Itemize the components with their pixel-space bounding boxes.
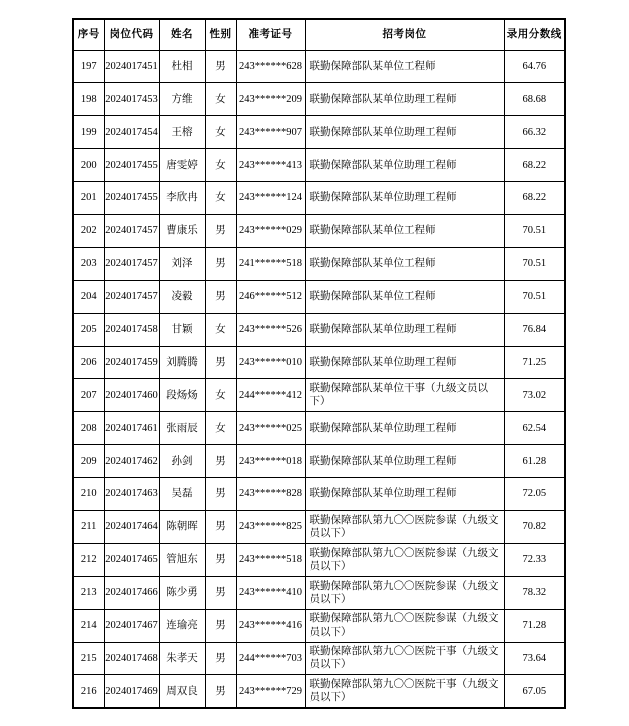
cell-ticket: 244******703 — [236, 642, 305, 675]
cell-score: 73.02 — [504, 379, 565, 412]
table-row — [73, 412, 565, 445]
cell-index: 202 — [73, 214, 104, 247]
table-row — [73, 346, 565, 379]
cell-position: 联勤保障部队第九〇〇医院参谋（九级文员以下） — [305, 609, 504, 642]
table-row — [73, 50, 565, 83]
cell-name: 王榕 — [159, 116, 205, 149]
cell-ticket: 243******124 — [236, 182, 305, 215]
cell-job_code: 2024017454 — [104, 116, 159, 149]
cell-gender: 男 — [205, 280, 236, 313]
cell-score: 71.25 — [504, 346, 565, 379]
cell-job_code: 2024017460 — [104, 379, 159, 412]
recruitment-score-table — [72, 18, 566, 709]
column-header-ticket: 准考证号 — [236, 19, 305, 50]
cell-ticket: 244******412 — [236, 379, 305, 412]
cell-job_code: 2024017457 — [104, 214, 159, 247]
cell-position: 联勤保障部队某单位助理工程师 — [305, 313, 504, 346]
cell-index: 197 — [73, 50, 104, 83]
cell-name: 张雨辰 — [159, 412, 205, 445]
cell-name: 孙剑 — [159, 445, 205, 478]
cell-ticket: 241******518 — [236, 247, 305, 280]
cell-name: 杜相 — [159, 50, 205, 83]
cell-job_code: 2024017461 — [104, 412, 159, 445]
table-row — [73, 214, 565, 247]
table-row — [73, 83, 565, 116]
cell-index: 199 — [73, 116, 104, 149]
cell-position: 联勤保障部队某单位助理工程师 — [305, 116, 504, 149]
table-row — [73, 280, 565, 313]
cell-ticket: 243******010 — [236, 346, 305, 379]
cell-gender: 女 — [205, 149, 236, 182]
header-row — [73, 19, 565, 50]
cell-gender: 女 — [205, 116, 236, 149]
cell-position: 联勤保障部队某单位助理工程师 — [305, 478, 504, 511]
cell-name: 吴磊 — [159, 478, 205, 511]
cell-gender: 男 — [205, 214, 236, 247]
cell-position: 联勤保障部队第九〇〇医院参谋（九级文员以下） — [305, 510, 504, 543]
cell-position: 联勤保障部队某单位工程师 — [305, 280, 504, 313]
table-row — [73, 445, 565, 478]
cell-job_code: 2024017464 — [104, 510, 159, 543]
cell-name: 陈少勇 — [159, 576, 205, 609]
cell-ticket: 243******029 — [236, 214, 305, 247]
table-row — [73, 642, 565, 675]
cell-job_code: 2024017453 — [104, 83, 159, 116]
cell-score: 64.76 — [504, 50, 565, 83]
cell-gender: 男 — [205, 543, 236, 576]
cell-position: 联勤保障部队某单位工程师 — [305, 214, 504, 247]
cell-gender: 男 — [205, 510, 236, 543]
table-row — [73, 313, 565, 346]
cell-name: 方维 — [159, 83, 205, 116]
cell-job_code: 2024017467 — [104, 609, 159, 642]
cell-name: 朱孝天 — [159, 642, 205, 675]
cell-name: 刘泽 — [159, 247, 205, 280]
cell-gender: 女 — [205, 313, 236, 346]
cell-index: 212 — [73, 543, 104, 576]
cell-position: 联勤保障部队某单位工程师 — [305, 247, 504, 280]
cell-ticket: 243******526 — [236, 313, 305, 346]
cell-ticket: 243******907 — [236, 116, 305, 149]
cell-position: 联勤保障部队第九〇〇医院干事（九级文员以下） — [305, 642, 504, 675]
cell-gender: 男 — [205, 609, 236, 642]
cell-score: 78.32 — [504, 576, 565, 609]
cell-index: 210 — [73, 478, 104, 511]
cell-score: 70.51 — [504, 247, 565, 280]
cell-job_code: 2024017455 — [104, 149, 159, 182]
cell-index: 198 — [73, 83, 104, 116]
table-row — [73, 379, 565, 412]
cell-index: 215 — [73, 642, 104, 675]
cell-job_code: 2024017455 — [104, 182, 159, 215]
cell-name: 周双良 — [159, 675, 205, 708]
cell-index: 205 — [73, 313, 104, 346]
cell-gender: 男 — [205, 247, 236, 280]
cell-job_code: 2024017459 — [104, 346, 159, 379]
cell-gender: 女 — [205, 83, 236, 116]
table-row — [73, 543, 565, 576]
cell-ticket: 243******825 — [236, 510, 305, 543]
cell-position: 联勤保障部队某单位工程师 — [305, 50, 504, 83]
cell-ticket: 246******512 — [236, 280, 305, 313]
cell-index: 209 — [73, 445, 104, 478]
cell-position: 联勤保障部队某单位干事（九级文员以下） — [305, 379, 504, 412]
cell-ticket: 243******518 — [236, 543, 305, 576]
table-body — [73, 50, 565, 708]
cell-gender: 男 — [205, 675, 236, 708]
column-header-job_code: 岗位代码 — [104, 19, 159, 50]
cell-ticket: 243******025 — [236, 412, 305, 445]
cell-name: 甘颖 — [159, 313, 205, 346]
cell-gender: 女 — [205, 182, 236, 215]
cell-ticket: 243******413 — [236, 149, 305, 182]
cell-ticket: 243******209 — [236, 83, 305, 116]
cell-position: 联勤保障部队某单位助理工程师 — [305, 182, 504, 215]
cell-index: 204 — [73, 280, 104, 313]
cell-job_code: 2024017463 — [104, 478, 159, 511]
cell-name: 凌毅 — [159, 280, 205, 313]
cell-name: 刘腾腾 — [159, 346, 205, 379]
cell-gender: 男 — [205, 576, 236, 609]
cell-score: 71.28 — [504, 609, 565, 642]
cell-index: 206 — [73, 346, 104, 379]
cell-job_code: 2024017468 — [104, 642, 159, 675]
cell-job_code: 2024017451 — [104, 50, 159, 83]
cell-score: 66.32 — [504, 116, 565, 149]
cell-job_code: 2024017458 — [104, 313, 159, 346]
cell-score: 72.05 — [504, 478, 565, 511]
table-row — [73, 510, 565, 543]
table-row — [73, 247, 565, 280]
cell-ticket: 243******416 — [236, 609, 305, 642]
cell-name: 唐雯婷 — [159, 149, 205, 182]
table-row — [73, 675, 565, 708]
cell-job_code: 2024017462 — [104, 445, 159, 478]
cell-ticket: 243******729 — [236, 675, 305, 708]
cell-position: 联勤保障部队第九〇〇医院参谋（九级文员以下） — [305, 576, 504, 609]
column-header-index: 序号 — [73, 19, 104, 50]
cell-position: 联勤保障部队第九〇〇医院干事（九级文员以下） — [305, 675, 504, 708]
cell-score: 70.82 — [504, 510, 565, 543]
cell-score: 61.28 — [504, 445, 565, 478]
column-header-score: 录用分数线 — [504, 19, 565, 50]
cell-name: 李欣冉 — [159, 182, 205, 215]
cell-job_code: 2024017465 — [104, 543, 159, 576]
cell-ticket: 243******018 — [236, 445, 305, 478]
cell-index: 207 — [73, 379, 104, 412]
table-row — [73, 576, 565, 609]
cell-index: 201 — [73, 182, 104, 215]
cell-score: 62.54 — [504, 412, 565, 445]
table-row — [73, 116, 565, 149]
cell-score: 67.05 — [504, 675, 565, 708]
column-header-position: 招考岗位 — [305, 19, 504, 50]
cell-score: 73.64 — [504, 642, 565, 675]
cell-ticket: 243******628 — [236, 50, 305, 83]
cell-gender: 男 — [205, 346, 236, 379]
cell-score: 72.33 — [504, 543, 565, 576]
cell-gender: 男 — [205, 642, 236, 675]
cell-position: 联勤保障部队某单位助理工程师 — [305, 149, 504, 182]
cell-score: 68.68 — [504, 83, 565, 116]
cell-name: 段炀炀 — [159, 379, 205, 412]
cell-gender: 男 — [205, 478, 236, 511]
cell-position: 联勤保障部队某单位助理工程师 — [305, 346, 504, 379]
cell-name: 连瑜亮 — [159, 609, 205, 642]
cell-index: 208 — [73, 412, 104, 445]
cell-score: 68.22 — [504, 182, 565, 215]
cell-score: 70.51 — [504, 280, 565, 313]
cell-score: 76.84 — [504, 313, 565, 346]
cell-name: 管旭东 — [159, 543, 205, 576]
column-header-gender: 性别 — [205, 19, 236, 50]
cell-ticket: 243******410 — [236, 576, 305, 609]
cell-name: 陈朝晖 — [159, 510, 205, 543]
cell-ticket: 243******828 — [236, 478, 305, 511]
cell-index: 200 — [73, 149, 104, 182]
cell-name: 曹康乐 — [159, 214, 205, 247]
cell-gender: 男 — [205, 445, 236, 478]
cell-gender: 男 — [205, 50, 236, 83]
cell-position: 联勤保障部队某单位助理工程师 — [305, 83, 504, 116]
cell-job_code: 2024017469 — [104, 675, 159, 708]
cell-index: 203 — [73, 247, 104, 280]
cell-score: 70.51 — [504, 214, 565, 247]
cell-index: 216 — [73, 675, 104, 708]
cell-index: 211 — [73, 510, 104, 543]
cell-gender: 女 — [205, 412, 236, 445]
table-row — [73, 609, 565, 642]
cell-position: 联勤保障部队某单位助理工程师 — [305, 445, 504, 478]
table-row — [73, 182, 565, 215]
cell-score: 68.22 — [504, 149, 565, 182]
cell-job_code: 2024017457 — [104, 247, 159, 280]
cell-job_code: 2024017457 — [104, 280, 159, 313]
table-row — [73, 478, 565, 511]
column-header-name: 姓名 — [159, 19, 205, 50]
table-row — [73, 149, 565, 182]
cell-gender: 女 — [205, 379, 236, 412]
cell-index: 213 — [73, 576, 104, 609]
cell-job_code: 2024017466 — [104, 576, 159, 609]
cell-position: 联勤保障部队第九〇〇医院参谋（九级文员以下） — [305, 543, 504, 576]
cell-index: 214 — [73, 609, 104, 642]
cell-position: 联勤保障部队某单位助理工程师 — [305, 412, 504, 445]
